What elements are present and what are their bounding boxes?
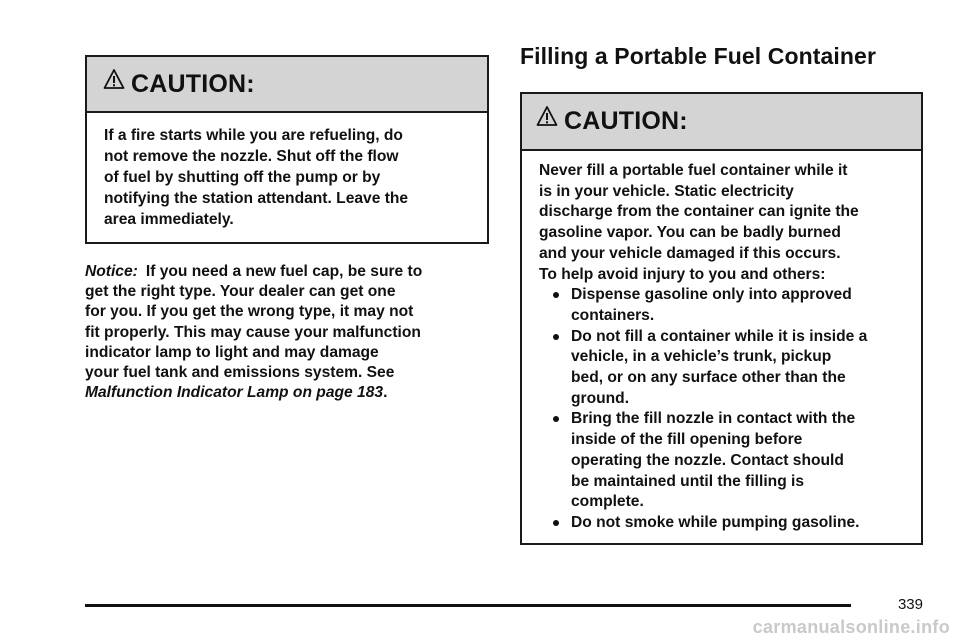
caution-line: not remove the nozzle. Shut off the flow — [104, 148, 399, 165]
bullet-line: inside of the fill opening before — [571, 431, 803, 449]
bullet-line: be maintained until the filling is — [571, 472, 805, 490]
section-title: Filling a Portable Fuel Container — [520, 43, 877, 69]
bullet-dot-icon — [553, 520, 559, 526]
caution-text — [522, 151, 921, 534]
bullet-line: complete. — [571, 493, 644, 511]
caution-line: and your vehicle damaged if this occurs. — [539, 244, 841, 262]
caution-line: of fuel by shutting off the pump or by — [104, 169, 381, 186]
bullet-item — [553, 327, 911, 410]
caution-bullet-list — [539, 285, 911, 533]
bullet-line: bed, or on any surface other than the — [571, 369, 846, 387]
bullet-item — [553, 285, 911, 326]
caution-header — [522, 94, 921, 151]
notice-line: your fuel tank and emissions system. See — [85, 364, 395, 382]
caution-line: gasoline vapor. You can be badly burned — [539, 224, 841, 242]
footer-rule — [85, 604, 851, 607]
caution-line: discharge from the container can ignite the — [539, 203, 859, 221]
warning-triangle-icon — [103, 68, 125, 97]
bullet-line: ground. — [571, 389, 630, 407]
page-number: 339 — [897, 596, 923, 613]
warning-triangle-icon — [536, 105, 558, 134]
caution-line: Never fill a portable fuel container while it — [539, 162, 848, 179]
bullet-item — [553, 409, 911, 513]
caution-line: is in your vehicle. Static electricity — [539, 182, 794, 200]
caution-text — [87, 113, 487, 230]
reference-suffix: . — [383, 384, 388, 402]
caution-line: To help avoid injury to you and others: — [539, 265, 826, 283]
notice-line: indicator lamp to light and may damage — [85, 343, 379, 361]
bullet-line: containers. — [571, 306, 655, 324]
bullet-line: Do not fill a container while it is inside a — [571, 327, 868, 345]
notice-text: If you need a new fuel cap, be sure to — [145, 263, 423, 280]
caution-box-refueling-fire — [85, 55, 489, 244]
bullet-line: operating the nozzle. Contact should — [571, 451, 844, 469]
notice-line — [85, 383, 489, 403]
notice-line: get the right type. Your dealer can get one — [85, 283, 396, 301]
bullet-line: Do not smoke while pumping gasoline. — [571, 513, 860, 531]
cross-reference-link[interactable]: Malfunction Indicator Lamp on page 183 — [85, 384, 384, 402]
bullet-dot-icon — [553, 334, 559, 340]
notice-label: Notice: — [85, 263, 138, 280]
bullet-dot-icon — [553, 416, 559, 422]
caution-line: If a fire starts while you are refueling, do — [104, 127, 403, 144]
caution-line: area immediately. — [104, 211, 234, 228]
bullet-line: Bring the fill nozzle in contact with the — [571, 410, 856, 428]
bullet-line: vehicle, in a vehicle’s trunk, pickup — [571, 348, 832, 366]
bullet-dot-icon — [553, 292, 559, 298]
notice-paragraph — [85, 262, 489, 403]
caution-box-portable-container — [520, 92, 923, 545]
caution-header — [87, 57, 487, 113]
watermark: carmanualsonline.info — [752, 617, 950, 637]
notice-line: for you. If you get the wrong type, it may not — [85, 303, 414, 321]
notice-line: fit properly. This may cause your malfunction — [85, 323, 421, 341]
bullet-line: Dispense gasoline only into approved — [571, 286, 852, 304]
caution-heading: CAUTION: — [131, 69, 255, 98]
caution-line: notifying the station attendant. Leave the — [104, 190, 409, 207]
caution-heading: CAUTION: — [564, 107, 688, 135]
bullet-item — [553, 513, 911, 534]
notice-line — [85, 262, 489, 282]
